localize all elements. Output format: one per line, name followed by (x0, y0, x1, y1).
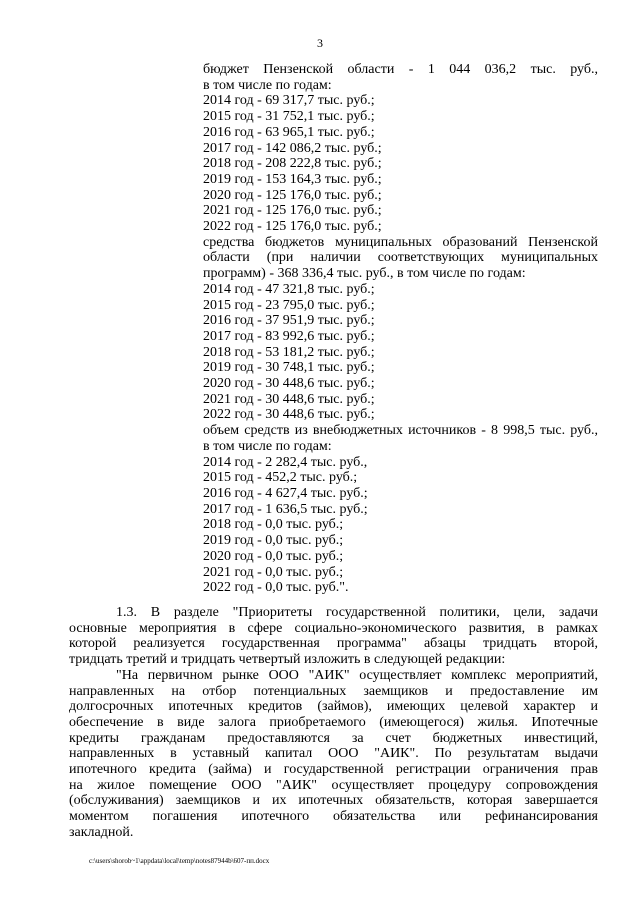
extrabudgetary-line: в том числе по годам: (203, 438, 332, 454)
year-line: 2018 год - 208 222,8 тыс. руб.; (203, 156, 382, 172)
year-line: 2022 год - 125 176,0 тыс. руб.; (203, 219, 382, 235)
quote-line: направленных на отбор потенциальных заемщиков и предоставление им (69, 683, 598, 699)
year-line: 2019 год - 30 748,1 тыс. руб.; (203, 360, 375, 376)
year-line: 2017 год - 142 086,2 тыс. руб.; (203, 140, 382, 156)
year-line: 2019 год - 153 164,3 тыс. руб.; (203, 171, 382, 187)
municipal-budget-line: области (при наличии соответствующих муниципальных (203, 250, 598, 266)
year-line: 2015 год - 23 795,0 тыс. руб.; (203, 297, 375, 313)
year-line: 2015 год - 31 752,1 тыс. руб.; (203, 109, 375, 125)
quote-line: "На первичном рынке ООО "АИК" осуществляет комплекс мероприятий, (116, 667, 598, 683)
section-1-3 (69, 605, 598, 841)
year-line: 2021 год - 125 176,0 тыс. руб.; (203, 203, 382, 219)
funding-block (203, 62, 598, 596)
extrabudgetary-line: объем средств из внебюджетных источников - 8 998,5 тыс. руб., (203, 423, 598, 439)
page-number: 3 (317, 36, 323, 50)
year-line: 2021 год - 0,0 тыс. руб.; (203, 564, 344, 580)
year-line: 2017 год - 83 992,6 тыс. руб.; (203, 328, 375, 344)
year-line: 2015 год - 452,2 тыс. руб.; (203, 470, 358, 486)
quote-line: направленных в уставный капитал ООО "АИК". По результатам выдачи (69, 746, 598, 762)
municipal-budget-line: программ) - 368 336,4 тыс. руб., в том числе по годам: (203, 266, 526, 282)
year-line: 2016 год - 37 951,9 тыс. руб.; (203, 313, 375, 329)
quote-line: обеспечение в виде залога приобретаемого (имеющегося) жилья. Ипотечные (69, 714, 598, 730)
year-line: 2020 год - 125 176,0 тыс. руб.; (203, 187, 382, 203)
quote-line: на жилое помещение ООО "АИК" осуществляет процедуру сопровождения (69, 777, 598, 793)
quote-line: кредиты гражданам предоставляются за счет бюджетных инвестиций, (69, 730, 598, 746)
year-line: 2018 год - 0,0 тыс. руб.; (203, 517, 344, 533)
quote-line: закладной. (69, 824, 134, 840)
year-line: 2016 год - 63 965,1 тыс. руб.; (203, 124, 375, 140)
year-line: 2014 год - 47 321,8 тыс. руб.; (203, 281, 375, 297)
regional-budget-line: бюджет Пензенской области - 1 044 036,2 тыс. руб., (203, 62, 598, 77)
quote-line: долгосрочных ипотечных кредитов (займов), имеющих целевой характер и (69, 699, 598, 715)
year-line: 2014 год - 69 317,7 тыс. руб.; (203, 93, 375, 109)
section-1-3-line: основные мероприятия в сфере социально-экономического развития, в рамках (69, 620, 598, 636)
section-1-3-line: 1.3. В разделе "Приоритеты государственной политики, цели, задачи (116, 605, 598, 620)
year-line: 2020 год - 30 448,6 тыс. руб.; (203, 376, 375, 392)
quote-line: ипотечного кредита (займа) и государственной регистрации ограничения прав (69, 762, 598, 778)
year-line: 2022 год - 30 448,6 тыс. руб.; (203, 407, 375, 423)
quote-line: (обслуживания) заемщиков и их ипотечных обязательств, которая завершается (69, 793, 598, 809)
municipal-budget-line: средства бюджетов муниципальных образований Пензенской (203, 234, 598, 250)
extrabudgetary-years (203, 455, 598, 596)
file-path-footer: c:\users\shorob~1\appdata\local\temp\notes87944b\607-пп.docx (89, 857, 270, 865)
year-line: 2017 год - 1 636,5 тыс. руб.; (203, 501, 368, 517)
regional-budget-years (203, 93, 598, 234)
year-line: 2020 год - 0,0 тыс. руб.; (203, 548, 344, 564)
section-1-3-line: тридцать третий и тридцать четвертый изложить в следующей редакции: (69, 652, 506, 668)
municipal-budget-years (203, 282, 598, 423)
year-line: 2014 год - 2 282,4 тыс. руб., (203, 454, 368, 470)
quote-line: моментом погашения ипотечного обязательства или рефинансирования (69, 809, 598, 825)
year-line: 2016 год - 4 627,4 тыс. руб.; (203, 485, 368, 501)
year-line: 2018 год - 53 181,2 тыс. руб.; (203, 344, 375, 360)
year-line: 2022 год - 0,0 тыс. руб.". (203, 580, 349, 596)
section-1-3-line: которой реализуется государственная программа" абзацы тридцать второй, (69, 636, 598, 652)
year-line: 2019 год - 0,0 тыс. руб.; (203, 533, 344, 549)
year-line: 2021 год - 30 448,6 тыс. руб.; (203, 391, 375, 407)
regional-budget-line: в том числе по годам: (203, 77, 332, 93)
